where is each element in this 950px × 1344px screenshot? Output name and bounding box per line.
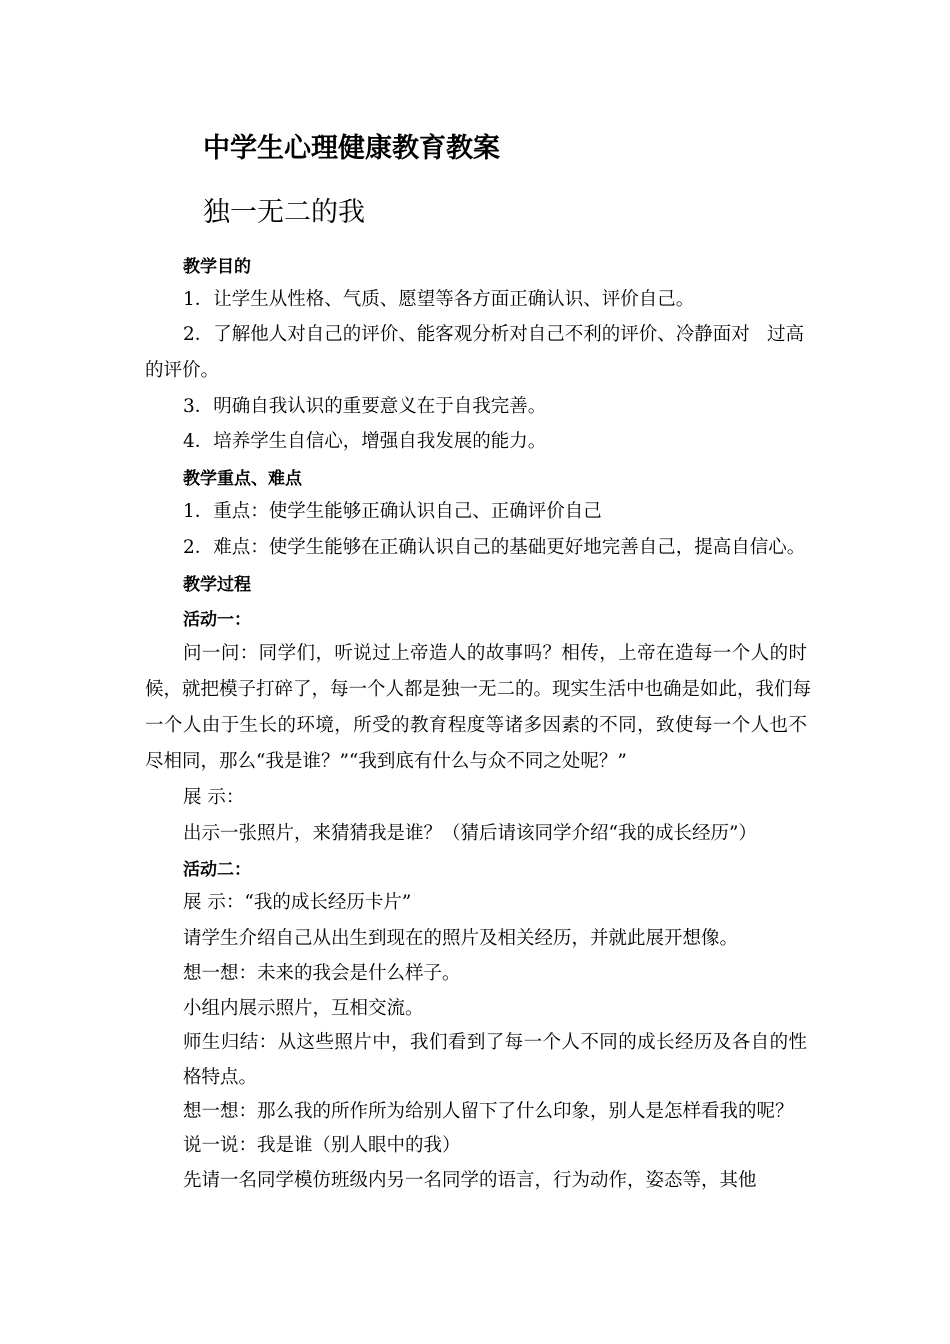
document-title: 中学生心理健康教育教案 xyxy=(203,133,500,164)
activity-1-show-label: 展 示： xyxy=(183,787,245,808)
activity-2-line: 格特点。 xyxy=(183,1067,258,1088)
activity-2-line: 想一想：未来的我会是什么样子。 xyxy=(183,963,461,984)
activity-1-paragraph-line: 尽相同，那么“我是谁？”“我到底有什么与众不同之处呢？” xyxy=(145,751,627,772)
goal-item-2-continued: 的评价。 xyxy=(145,360,220,381)
section-heading-key-points: 教学重点、难点 xyxy=(183,469,302,489)
goal-item-2-end: 过高 xyxy=(767,324,805,345)
activity-1-paragraph-line: 一个人由于生长的环境，所受的教育程度等诸多因素的不同，致使每一个人也不 xyxy=(145,715,807,736)
activity-2-show: 展 示：“我的成长经历卡片” xyxy=(183,892,412,913)
goal-item-2: 2．了解他人对自己的评价、能客观分析对自己不利的评价、冷静面对 xyxy=(183,324,750,345)
activity-1-heading: 活动一： xyxy=(183,610,251,630)
activity-1-paragraph-line: 候，就把模子打碎了，每一个人都是独一无二的。现实生活中也确是如此，我们每 xyxy=(145,679,812,700)
goal-item-4: 4．培养学生自信心，增强自我发展的能力。 xyxy=(183,431,547,452)
activity-2-line: 请学生介绍自己从出生到现在的照片及相关经历，并就此展开想像。 xyxy=(183,928,739,949)
key-point-2: 2．难点：使学生能够在正确认识自己的基础更好地完善自己，提高自信心。 xyxy=(183,537,806,558)
activity-2-line: 师生归结：从这些照片中，我们看到了每一个人不同的成长经历及各自的性 xyxy=(183,1032,807,1053)
activity-2-line: 说一说：我是谁（别人眼中的我） xyxy=(183,1135,461,1156)
activity-2-line: 想一想：那么我的所作所为给别人留下了什么印象，别人是怎样看我的呢？ xyxy=(183,1101,794,1122)
key-point-1: 1．重点：使学生能够正确认识自己、正确评价自己 xyxy=(183,501,602,522)
activity-1-paragraph-line: 问一问：同学们，听说过上帝造人的故事吗？相传，上帝在造每一个人的时 xyxy=(183,643,807,664)
section-heading-goals: 教学目的 xyxy=(183,257,251,277)
goal-item-1: 1．让学生从性格、气质、愿望等各方面正确认识、评价自己。 xyxy=(183,289,695,310)
document-subtitle: 独一无二的我 xyxy=(203,197,365,228)
section-heading-process: 教学过程 xyxy=(183,575,251,595)
activity-2-heading: 活动二： xyxy=(183,860,251,880)
activity-2-line: 先请一名同学模仿班级内另一名同学的语言，行为动作，姿态等，其他 xyxy=(183,1170,757,1191)
activity-2-line: 小组内展示照片，互相交流。 xyxy=(183,998,424,1019)
goal-item-3: 3．明确自我认识的重要意义在于自我完善。 xyxy=(183,396,547,417)
activity-1-show-text: 出示一张照片，来猜猜我是谁？（猜后请该同学介绍“我的成长经历”） xyxy=(183,823,757,844)
